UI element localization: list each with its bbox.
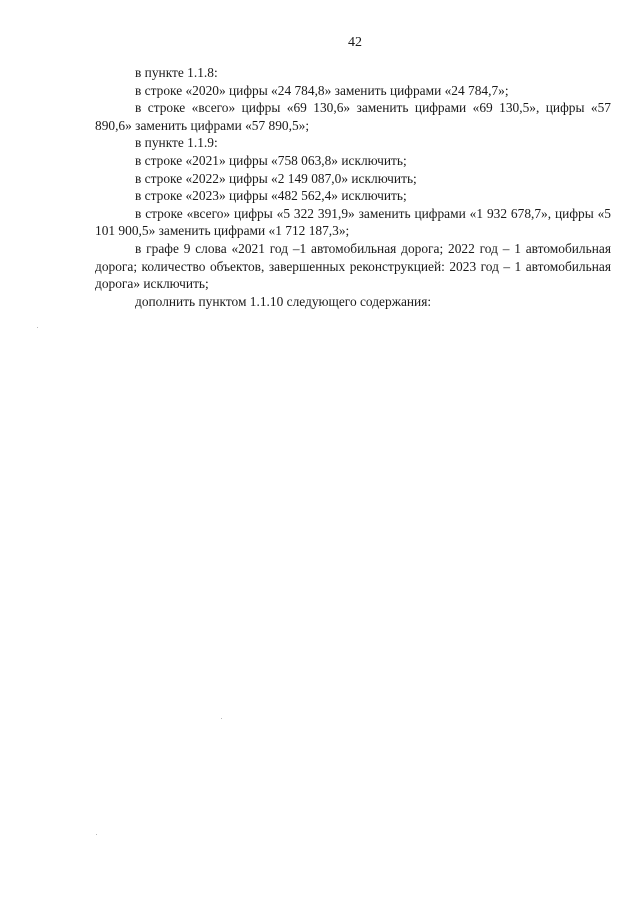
- paragraph-row-total-1: в строке «всего» цифры «69 130,6» заменить цифрами «69 130,5», цифры «57 890,6» заменить цифрами «57 890,5»;: [95, 100, 611, 133]
- scan-speck: [96, 834, 97, 835]
- paragraph-row-2021: в строке «2021» цифры «758 063,8» исключить;: [135, 152, 407, 168]
- scan-speck: [37, 327, 38, 328]
- paragraph-clause-1-1-9: в пункте 1.1.9:: [135, 135, 218, 151]
- document-body: [95, 64, 611, 310]
- paragraph-row-total-2: в строке «всего» цифры «5 322 391,9» заменить цифрами «1 932 678,7», цифры «5 101 900,5» заменить цифрами «1 712 187,3»;: [95, 205, 611, 239]
- paragraph-row-2023: в строке «2023» цифры «482 562,4» исключить;: [135, 188, 407, 204]
- scan-speck: [221, 718, 222, 719]
- page-number: 42: [348, 35, 362, 50]
- paragraph-add-clause-1-1-10: дополнить пунктом 1.1.10 следующего содержания:: [135, 293, 432, 309]
- paragraph-column-9: в графе 9 слова «2021 год –1 автомобильная дорога; 2022 год – 1 автомобильная дорога; количество объектов, завершенных реконструкцией: 2023 год – 1 автомобильная дорога» исключить;: [95, 240, 611, 292]
- paragraph-clause-1-1-8: в пункте 1.1.8:: [135, 65, 218, 80]
- paragraph-row-2022: в строке «2022» цифры «2 149 087,0» исключить;: [135, 170, 417, 186]
- paragraph-row-2020: в строке «2020» цифры «24 784,8» заменить цифрами «24 784,7»;: [135, 82, 509, 98]
